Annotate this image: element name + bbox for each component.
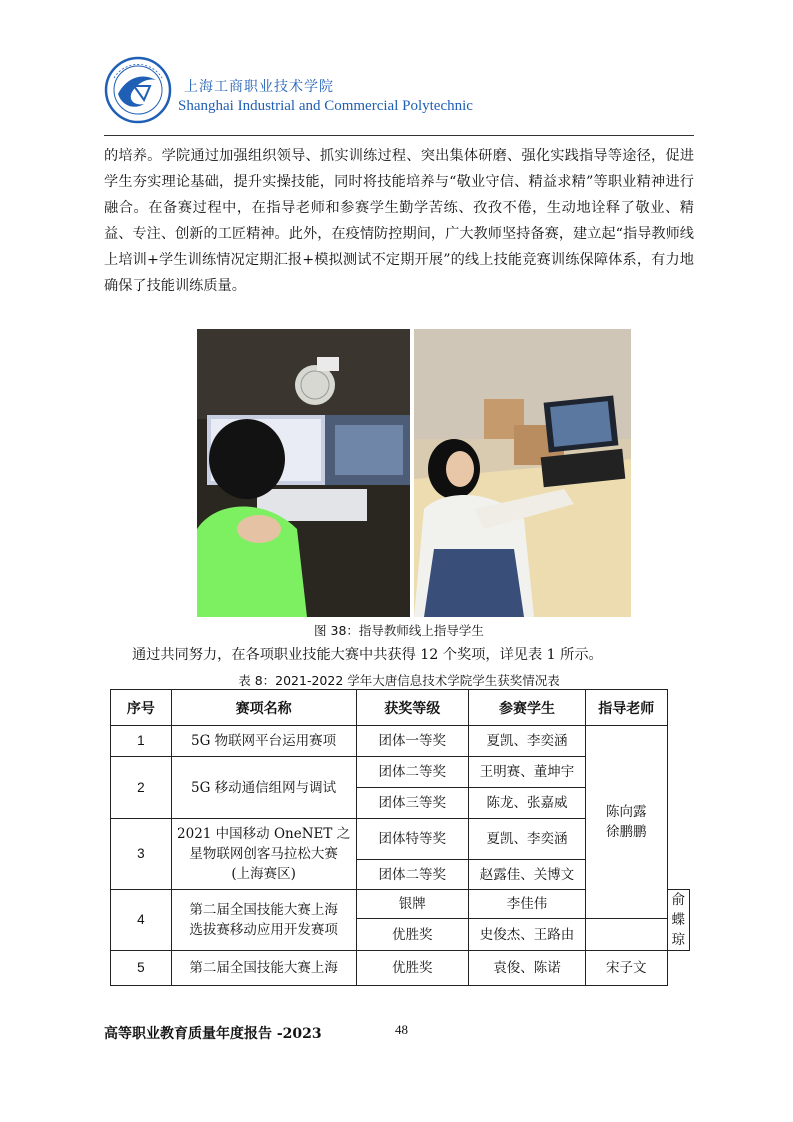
cell-students: 王明赛、董坤宇: [469, 757, 586, 788]
figure-caption: 图 38：指导教师线上指导学生: [314, 623, 484, 638]
report-title: 高等职业教育质量年度报告 -2023: [104, 1026, 322, 1042]
awards-table: [110, 689, 690, 986]
cell-index: 1: [111, 726, 172, 757]
event-name-line: 2021 中国移动 OneNET 之: [177, 826, 351, 842]
cell-level: 优胜奖: [356, 951, 469, 986]
photo-student-at-monitors: [197, 329, 410, 617]
school-name-en: Shanghai Industrial and Commercial Polytechnic: [178, 98, 473, 114]
event-name-line: 选拔赛移动应用开发赛项: [189, 922, 338, 938]
body-paragraph-2: 通过共同努力，在各项职业技能大赛中共获得 12 个奖项，详见表 1 所示。: [132, 647, 603, 663]
school-name-cn: 上海工商职业技术学院: [184, 79, 334, 95]
cell-students: 李佳伟: [469, 890, 586, 919]
cell-teacher: 俞蝶琼: [667, 890, 690, 951]
table-header-row: [111, 690, 690, 726]
header-students: 参赛学生: [469, 690, 586, 726]
table-row: [111, 951, 690, 986]
school-logo-icon: [104, 56, 172, 124]
header-teacher: 指导老师: [586, 690, 667, 726]
teacher-name: 陈向露: [606, 804, 647, 821]
cell-event: 5G 物联网平台运用赛项: [171, 726, 356, 757]
header-divider: [104, 135, 694, 136]
cell-level: 优胜奖: [356, 919, 469, 951]
cell-students: 陈龙、张嘉威: [469, 788, 586, 819]
table-title: 表 8：2021-2022 学年大唐信息技术学院学生获奖情况表: [238, 673, 560, 688]
cell-event: 5G 移动通信组网与调试: [171, 757, 356, 819]
event-name-line: 星物联网创客马拉松大赛: [189, 846, 338, 862]
page-header: [104, 56, 694, 136]
page-number: 48: [395, 1022, 408, 1037]
cell-teacher: [586, 726, 667, 919]
cell-index: 2: [111, 757, 172, 819]
table-row: [111, 726, 690, 757]
event-name-line: 第二届全国技能大赛上海: [189, 902, 338, 918]
cell-index: 5: [111, 951, 172, 986]
cell-event: 第二届全国技能大赛上海: [171, 951, 356, 986]
cell-level: 银牌: [356, 890, 469, 919]
cell-level: 团体二等奖: [356, 757, 469, 788]
event-name-line: (上海赛区): [231, 866, 296, 882]
cell-students: 夏凯、李奕涵: [469, 726, 586, 757]
cell-students: 袁俊、陈诺: [469, 951, 586, 986]
cell-event: [171, 819, 356, 890]
cell-students: 夏凯、李奕涵: [469, 819, 586, 860]
header-event: 赛项名称: [171, 690, 356, 726]
cell-teacher: 宋子文: [586, 951, 667, 986]
cell-level: 团体特等奖: [356, 819, 469, 860]
cell-event: [171, 890, 356, 951]
photo-student-at-laptop: [414, 329, 631, 617]
cell-students: 赵露佳、关博文: [469, 860, 586, 890]
cell-level: 团体三等奖: [356, 788, 469, 819]
cell-index: 3: [111, 819, 172, 890]
cell-index: 4: [111, 890, 172, 951]
cell-level: 团体二等奖: [356, 860, 469, 890]
teacher-name: 徐鹏鹏: [606, 824, 647, 841]
cell-students: 史俊杰、王路由: [469, 919, 586, 951]
header-index: 序号: [111, 690, 172, 726]
header-level: 获奖等级: [356, 690, 469, 726]
body-paragraph-1: 的培养。学院通过加强组织领导、抓实训练过程、突出集体研磨、强化实践指导等途径，促进学生夯实理论基础，提升实操技能，同时将技能培养与“敬业守信、精益求精”等职业精神进行融合。在备赛过程中，在指导老师和参赛学生勤学苦练、孜孜不倦，生动地诠释了敬业、精益、专注、创新的工匠精神。此外，在疫情防控期间，广大教师坚持备赛，建立起“指导教师线上培训+学生训练情况定期汇报+模拟测试不定期开展”的线上技能竞赛训练保障体系，有力地确保了技能训练质量。: [104, 148, 694, 294]
cell-level: 团体一等奖: [356, 726, 469, 757]
